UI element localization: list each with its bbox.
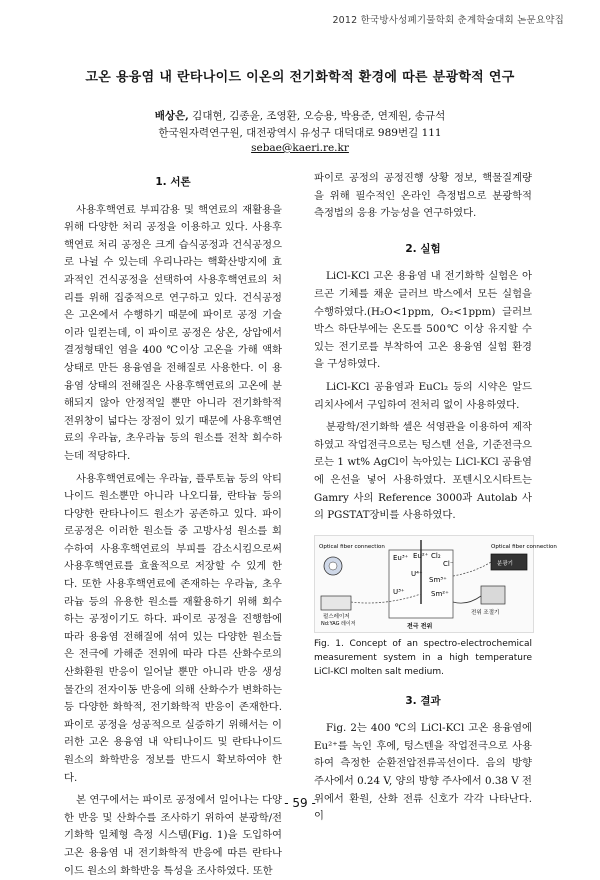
ion-eu3: Eu³⁺ (393, 553, 409, 562)
paper-title: 고온 용융염 내 란타나이드 이온의 전기화학적 환경에 따른 분광학적 연구 (85, 70, 515, 85)
ion-eu2: Eu²⁺ (413, 551, 429, 560)
page-number: - 59 - (284, 796, 316, 810)
running-header: 2012 한국방사성폐기물학회 춘계학술대회 논문요약집 (332, 15, 564, 26)
ion-u3: U³⁺ (393, 587, 405, 596)
ion-cl2: Cl₂ (431, 551, 441, 560)
section-heading-intro: 1. 서론 (155, 176, 191, 188)
laser-label-2: Nd:YAG 레이저 (321, 620, 356, 627)
intro-paragraph-2: 사용후핵연료에는 우라늄, 플루토늄 등의 악티나이드 원소뿐만 아니라 나오디뮴, 란타늄 등의 다양한 란타나이드 원소가 공존하고 있다. 파이로공정은 이러한 원소들 중 고방사성 원소를 회수하여 사용후핵연료의 부피를 감소시킴으로써 사용후핵연료를 효율적으로 저장할 수 있게 한다. 또한 사용후핵연료에 존재하는 우라늄, 초우라늄 등의 유용한 원소를 재활용하기 위해 회수하는 공정이기도 하다. 파이로 공정을 진행함에 따라 용융염 전해질에 섞여 있는 다양한 원소들은 전극에 가해준 전위에 따라 다른 산화수로의 산화환원 반응이 일어날 뿐만 아니라 반응 생성물간의 전자이동 반응에 의해 산화수가 변화하는 등 다양한 화학적, 전기화학적 반응이 존재한다. 파이로 공정을 성공적으로 실증하기 위해서는 이러한 고온 용융염 내 악티나이드 및 란타나이드 원소의 화학반응 정보를 반드시 확보하여야 한다. (64, 472, 282, 784)
section-heading-experiment: 2. 실험 (405, 242, 441, 255)
electrode-potential-label: 전극 전위 (407, 622, 433, 630)
ion-cl: Cl⁻ (443, 559, 454, 568)
results-paragraph-1: Fig. 2는 400 ℃의 LiCl-KCl 고온 용융염에 Eu²⁺를 녹인 후에, 텅스텐을 작업전극으로 사용하여 측정한 순환전압전류곡선이다. 음의 방향 주사에서 0.24 V, 양의 방향 주사에서 0.38 V 전위에서 환원, 산화 전류 신호가 각각 나타난다. 이 (314, 722, 532, 823)
affiliation: 한국원자력연구원, 대전광역시 유성구 대덕대로 989번길 111 (158, 127, 442, 139)
first-author: 배상은, (154, 110, 189, 122)
author-line (0, 108, 600, 123)
figure-1 (314, 535, 557, 633)
ion-u4: U⁴⁺ (411, 569, 423, 578)
intro-paragraph-3: 본 연구에서는 파이로 공정에서 일어나는 다양한 반응 및 산화수를 조사하기 위하여 분광학/전기화학 일체형 측정 시스템(Fig. 1)을 도입하여 고온 용융염 내 전기화학적 반응에 따른 란타나이드 원소의 화학반응 특성을 조사하였다. 또한 (64, 794, 282, 877)
potentiostat-label: 전위 조절기 (471, 609, 500, 616)
potentiostat-box (481, 586, 505, 604)
experiment-paragraph-1: LiCl-KCl 고온 용융염 내 전기화학 실험은 아르곤 기체를 채운 글러브 박스에서 모든 실험을 수행하였다.(H₂O<1ppm, O₂<1ppm) 글러브 박스 하단부에는 온도를 500℃ 이상 유지할 수 있는 전기로를 부착하여 고온 용융염 실험 환경을 구성하였다. (314, 270, 532, 371)
section-heading-results: 3. 결과 (405, 694, 441, 707)
experiment-paragraph-2: LiCl-KCl 공융염과 EuCl₂ 등의 시약은 알드리치사에서 구입하여 전처리 없이 사용하였다. (314, 380, 532, 411)
intro-continued: 파이로 공정의 공정진행 상황 정보, 핵물질계량을 위해 필수적인 온라인 측정법으로 분광학적 측정법의 응용 가능성을 연구하였다. (314, 172, 532, 220)
laser-box (321, 596, 351, 610)
figure-1-caption: Fig. 1. Concept of an spectro-electrochemical measurement system in a high temperature LiCl-KCl molten salt medium. (314, 638, 532, 677)
right-column (314, 170, 557, 826)
left-column (64, 170, 282, 880)
intro-paragraph-1: 사용후핵연료 부피감용 및 핵연료의 재활용을 위해 다양한 처리 공정을 이용하고 있다. 사용후핵연료 처리 공정은 크게 습식공정과 건식공정으로 나뉠 수 있는데 우리나라는 핵확산방지에 효과적인 건식공정을 선택하여 사용후핵연료의 처리를 위해 집중적으로 연구하고 있다. 건식공정은 고온에서 수행하기 때문에 파이로 공정 기술이라 일컫는데, 이 파이로 공정은 상온, 상압에서 결정형태인 염을 400 ℃이상 고온을 가해 액화상태로 만든 용융염을 전해질로 사용한다. 이 용융염 상태의 전해질은 사용후핵연료의 고온에 분해되지 않아 안정적일 뿐만 아니라 전기화학적 전위창이 넓다는 장점이 있기 때문에 사용후핵연료의 우라늄, 초우라늄 등의 원소를 전착 회수하는데 적당하다. (64, 203, 282, 462)
fiber-path-right (453, 562, 491, 576)
author-email: sebae@kaeri.re.kr (251, 142, 349, 154)
right-fiber-label: Optical fiber connection (491, 543, 557, 550)
left-fiber-lamp-core-icon (329, 562, 337, 570)
potentiostat-cable (453, 596, 481, 603)
experiment-paragraph-3: 분광학/전기화학 셀은 석영관을 이용하여 제작하였고 작업전극으로는 텅스텐 선을, 기준전극으로는 1 wt% AgCl이 녹아있는 LiCl-KCl 공융염에 은선을 넣어 사용하였다. 포텐시오시타트는 Gamry 사의 Reference 3000과 Autolab 사의 PGSTAT장비를 사용하였다. (314, 421, 532, 522)
other-authors: 김대현, 김종윤, 조영환, 오승용, 박용준, 연제원, 송규석 (188, 110, 446, 122)
ion-sm3: Sm³⁺ (429, 575, 447, 584)
laser-label: 펄스레이저 (323, 613, 350, 620)
left-fiber-label: Optical fiber connection (319, 543, 385, 550)
figure-1-diagram (315, 536, 557, 632)
ion-sm2: Sm²⁺ (431, 589, 449, 598)
spectrometer-label: 분광기 (497, 560, 513, 567)
